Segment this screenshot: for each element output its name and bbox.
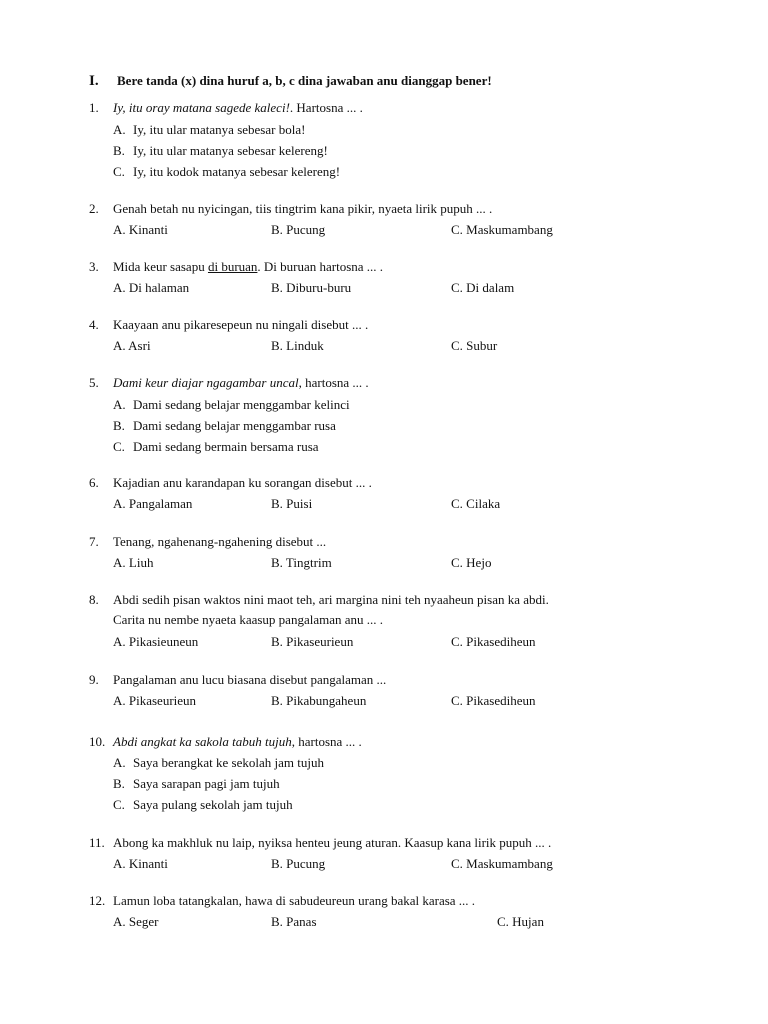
option-a[interactable]: A. Kinanti [113, 222, 168, 237]
worksheet-page: I. Bere tanda (x) dina huruf a, b, c dina jawaban anu dianggap bener! 1. Iy, itu oray matana sagede kaleci!. Hartosna ... . A. Iy, itu ular matanya sebesar bola! B. Iy, itu ular matanya sebesar kelereng! C. Iy, itu kodok matanya sebesar kelereng! 2. Genah betah nu nyicingan, tiis tingtrim kana pikir, nyaeta lirik pupuh ... . A. Kinanti B. Pucung C. Maskumambang 3. Mida keur sasapu di buruan. Di buruan hartosna ... . A. Di halaman B. Diburu-buru C. Di dalam 4. Kaayaan anu pikaresepeun nu ningali disebut ... . A. Asri B. Linduk C. Subur 5. Dami keur diajar ngagambar uncal, hartosna ... . A. Dami sedang belajar menggambar kelinci B. Dami sedang belajar menggambar rusa C. Dami sedang bermain bersama rusa 6. Kajadian anu karandapan ku sorangan disebut ... . A. Pangalaman B. Puisi C. Cilaka 7. Tenang, ngahenang-ngahening disebut ... A. Liuh B. Tingtrim C. Hejo 8. Abdi sedih pisan waktos nini maot teh, ari margina nini teh nyaaheun pisan ka abdi. Carita nu nembe nyaeta kaasup pangalaman anu ... . A. Pikasieuneun B. Pikaseurieun C. Pikasediheun 9. Pangalaman anu lucu biasana disebut pangalaman ... A. Pikaseurieun B. Pikabungaheun C. Pikasediheun 10. Abdi angkat ka sakola tabuh tujuh, hartosna ... . A. Saya berangkat ke sekolah jam tujuh B. Saya sarapan pagi jam tujuh C. Saya pulang sekolah jam tujuh 11. Abong ka makhluk nu laip, nyiksa henteu jeung aturan. Kaasup kana lirik pupuh ... . A. Kinanti B. Pucung C. Maskumambang 12. Lamun loba tatangkalan, hawa di sabudeureun urang bakal karasa ... . A. Seger B. Panas C. Hujan [89, 73, 553, 929]
option-c[interactable]: C. Pikasediheun [451, 693, 536, 708]
option-b[interactable]: B. Pikabungaheun [271, 693, 367, 708]
option-a[interactable]: A. Saya berangkat ke sekolah jam tujuh [113, 755, 324, 770]
option-b[interactable]: B. Tingtrim [271, 555, 332, 570]
option-b[interactable]: B. Panas [271, 914, 317, 929]
question-number: 1. [89, 100, 99, 115]
question-text: Pangalaman anu lucu biasana disebut pangalaman ... [113, 672, 387, 687]
option-a[interactable]: A. Iy, itu ular matanya sebesar bola! [113, 122, 306, 137]
question-italic: Iy, itu oray matana sagede kaleci! [113, 100, 290, 115]
question-number: 7. [89, 534, 99, 549]
option-b[interactable]: B. Iy, itu ular matanya sebesar kelereng! [113, 143, 328, 158]
option-c[interactable]: C. Maskumambang [451, 856, 553, 871]
question-number: 3. [89, 259, 99, 274]
question-text: Kaayaan anu pikaresepeun nu ningali disebut ... . [113, 317, 369, 332]
question-number: 8. [89, 592, 99, 607]
question-text: Kajadian anu karandapan ku sorangan disebut ... . [113, 475, 372, 490]
section-number: I. [89, 73, 99, 89]
question-text: Abdi sedih pisan waktos nini maot teh, ari margina nini teh nyaaheun pisan ka abdi. [113, 592, 549, 607]
question-text: . Hartosna ... . [289, 100, 363, 115]
question-number: 5. [89, 375, 99, 390]
question-italic: Abdi angkat ka sakola tabuh tujuh [113, 734, 292, 749]
option-c[interactable]: C. Di dalam [451, 280, 515, 295]
option-b[interactable]: B. Saya sarapan pagi jam tujuh [113, 776, 280, 791]
question-text: , hartosna ... . [291, 734, 362, 749]
question-number: 9. [89, 672, 99, 687]
option-c[interactable]: C. Dami sedang bermain bersama rusa [113, 439, 319, 454]
option-c[interactable]: C. Maskumambang [451, 222, 553, 237]
option-b[interactable]: B. Dami sedang belajar menggambar rusa [113, 418, 336, 433]
option-c[interactable]: C. Subur [451, 338, 498, 353]
question-number: 6. [89, 475, 99, 490]
question-number: 2. [89, 201, 99, 216]
option-c[interactable]: C. Cilaka [451, 496, 501, 511]
option-a[interactable]: A. Pangalaman [113, 496, 193, 511]
question-text-continued: Carita nu nembe nyaeta kaasup pangalaman anu ... . [113, 612, 384, 627]
option-b[interactable]: B. Pucung [271, 856, 326, 871]
question-text: Abong ka makhluk nu laip, nyiksa henteu jeung aturan. Kaasup kana lirik pupuh ... . [113, 835, 552, 850]
question-italic: Dami keur diajar ngagambar uncal [113, 375, 299, 390]
option-a[interactable]: A. Seger [113, 914, 159, 929]
question-number: 12. [89, 893, 106, 908]
underlined-phrase: di buruan [207, 259, 258, 274]
option-a[interactable]: A. Kinanti [113, 856, 168, 871]
option-c[interactable]: C. Iy, itu kodok matanya sebesar kelereng! [113, 164, 341, 179]
option-c[interactable]: C. Saya pulang sekolah jam tujuh [113, 797, 293, 812]
option-a[interactable]: A. Liuh [113, 555, 154, 570]
option-b[interactable]: B. Pucung [271, 222, 326, 237]
option-a[interactable]: A. Di halaman [113, 280, 190, 295]
option-b[interactable]: B. Linduk [271, 338, 324, 353]
question-text: Tenang, ngahenang-ngahening disebut ... [113, 534, 327, 549]
question-number: 10. [89, 734, 106, 749]
question-text: , hartosna ... . [298, 375, 369, 390]
option-c[interactable]: C. Hujan [497, 914, 544, 929]
option-b[interactable]: B. Diburu-buru [271, 280, 352, 295]
section-instruction [89, 73, 492, 90]
option-a[interactable]: A. Dami sedang belajar menggambar kelinci [113, 397, 350, 412]
option-a[interactable]: A. Pikasieuneun [113, 634, 199, 649]
question-text: Lamun loba tatangkalan, hawa di sabudeureun urang bakal karasa ... . [113, 893, 476, 908]
option-c[interactable]: C. Hejo [451, 555, 492, 570]
question-text: Genah betah nu nyicingan, tiis tingtrim kana pikir, nyaeta lirik pupuh ... . [113, 201, 493, 216]
option-b[interactable]: B. Pikaseurieun [271, 634, 354, 649]
option-b[interactable]: B. Puisi [271, 496, 313, 511]
question-number: 4. [89, 317, 99, 332]
instruction-text: Bere tanda (x) dina huruf a, b, c dina jawaban anu dianggap bener! [117, 73, 492, 88]
option-c[interactable]: C. Pikasediheun [451, 634, 536, 649]
question-number: 11. [89, 835, 105, 850]
option-a[interactable]: A. Pikaseurieun [113, 693, 197, 708]
option-a[interactable]: A. Asri [113, 338, 151, 353]
